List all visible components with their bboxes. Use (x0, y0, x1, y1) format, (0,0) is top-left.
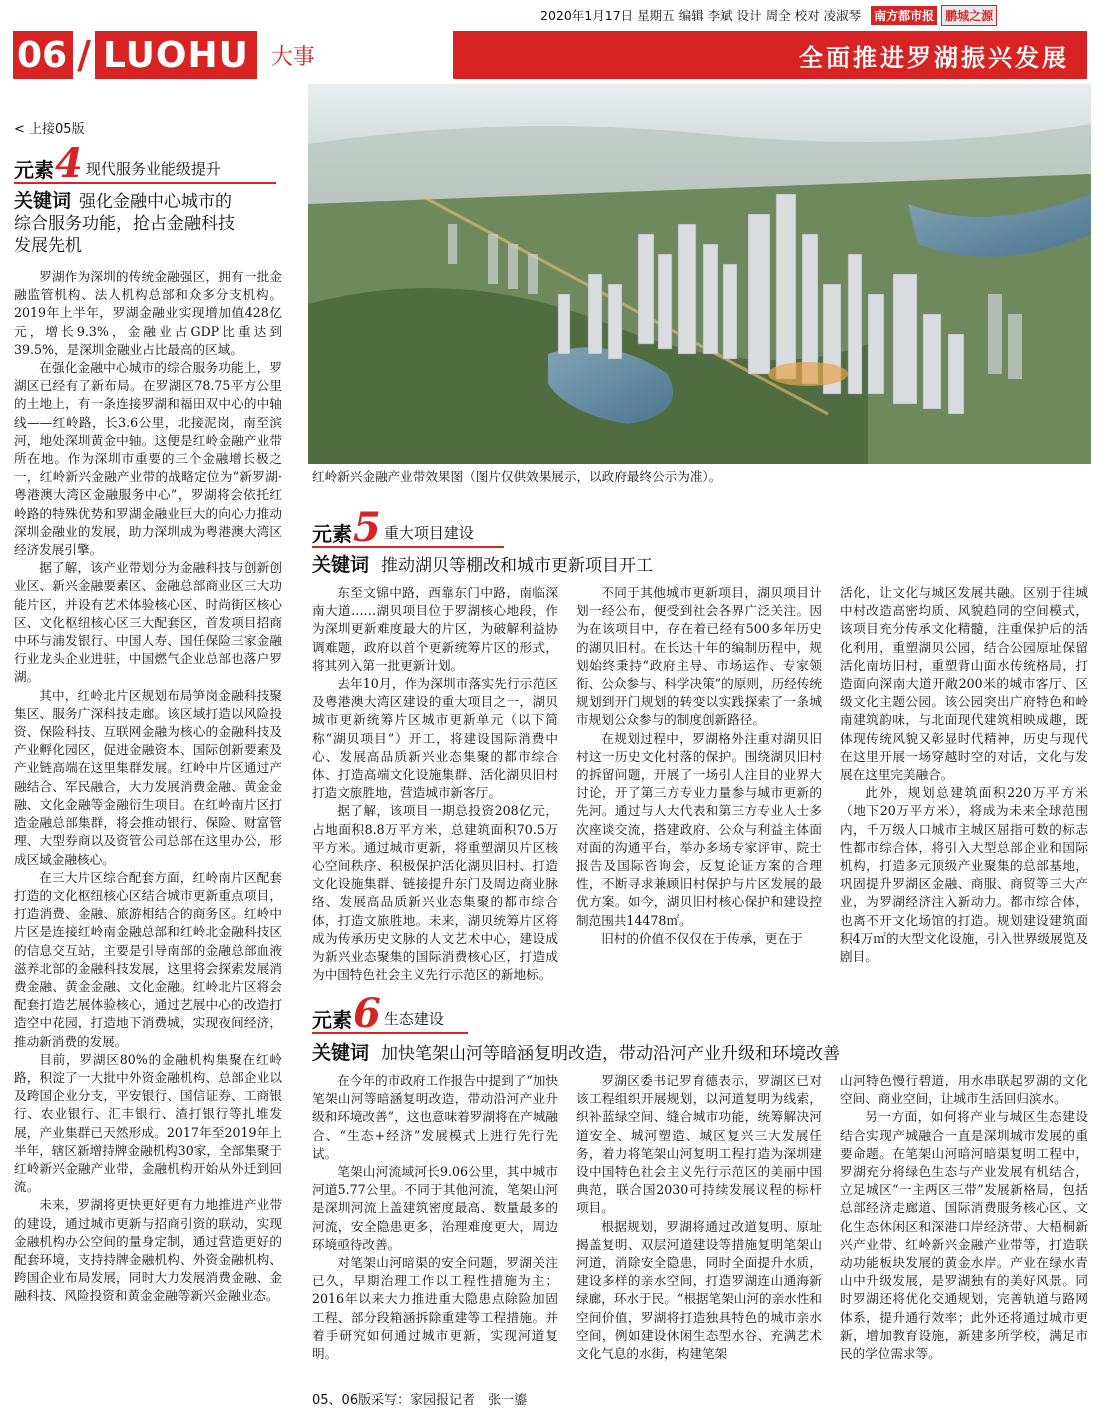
element-5-keyword (312, 550, 1092, 577)
staff-credits: 编辑 李斌 设计 周全 校对 凌淑琴 (678, 8, 862, 23)
paragraph: 笔架山河流域河长9.06公里，其中城市河道5.77公里。不同于其他河流，笔架山河是深圳河流上盖建筑密度最高、数量最多的河流，安全隐患更多，治理难度更大，周边环境亟待改善。 (312, 1164, 558, 1252)
section-name: LUOHU (95, 31, 257, 79)
keyword-label: 关键词 (312, 554, 370, 576)
paragraph: 去年10月，作为深圳市落实先行示范区及粤港澳大湾区建设的重大项目之一，湖贝城市更新统筹片区城市更新单元（以下简称“湖贝项目”）开工，将建设国际消费中心、发展高品质新兴业态集聚的都市综合体、打造高端文化设施集群、活化湖贝旧村打造文旅胜地，营造城市新客厅。 (312, 676, 558, 801)
page-headline: 全面推进罗湖振兴发展 (453, 31, 1087, 79)
element-5-header (312, 504, 504, 551)
keyword-text-3: 发展先机 (14, 236, 82, 256)
element-title: 现代服务业能级提升 (85, 160, 221, 178)
page-number: 06 (13, 31, 73, 79)
section-banner (13, 31, 1087, 79)
keyword-text: 加快笔架山河等暗涵复明改造，带动沿河产业升级和环境改善 (381, 1044, 841, 1064)
element-title: 生态建设 (383, 1010, 444, 1028)
element-number: 4 (55, 140, 83, 187)
paragraph: 据了解，该产业带划分为金融科技与创新创业区、新兴金融要素区、金融总部商业区三大功能片区，并设有艺术体验核心区、时尚街区核心区、文化枢纽核心区三大配套区，首发项目招商中环与浦发银行、中国人寿、国任保险三家金融行业龙头企业进驻，中国燃气企业总部也落户罗湖。 (14, 560, 282, 685)
banner-slash: / (77, 33, 91, 77)
section-kind: 大事 (270, 44, 315, 70)
paragraph: 罗湖作为深圳的传统金融强区，拥有一批金融监管机构、法人机构总部和众多分支机构。2019年上半年，罗湖金融业实现增加值428亿元，增长9.3%，金融业占GDP比重达到39.5%，是深圳金融业占比最高的区域。 (14, 269, 282, 357)
paragraph: 罗湖区委书记罗育德表示，罗湖区已对该工程组织开展规划，以河道复明为线索，织补蓝绿空间、缝合城市功能，统筹解决河道安全、城河塑造、城区复兴三大发展任务，着力将笔架山河复明工程打造为深圳建设中国特色社会主义先行示范区的美丽中国典范，联合国2030可持续发展议程的标杆项目。 (576, 1073, 822, 1216)
element-6-keyword (312, 1038, 1092, 1065)
paragraph: 在规划过程中，罗湖格外注重对湖贝旧村这一历史文化村落的保护。围绕湖贝旧村的拆留问题，开展了一场引人注目的业界大讨论，开了第三方专业力量参与城市更新的先河。通过与人大代表和第三方专业人士多次座谈交流，搭建政府、公众与利益主体面对面的沟通平台，举办多场专家评审、院士报告及国际咨询会，反复论证方案的合理性，不断寻求兼顾旧村保护与片区发展的最优方案。如今，湖贝旧村核心保护和建设控制范围共14478㎡。 (576, 730, 822, 928)
paragraph: 不同于其他城市更新项目，湖贝项目计划一经公布，便受到社会各界广泛关注。因为在该项目中，存在着已经有500多年历史的湖贝旧村。在长达十年的编制历程中，规划始终秉持“政府主导、市场运作、专家领衔、公众参与、科学决策”的原则，历经传统规划到开门规划的转变以实践探索了一条城市规划公众参与的制度创新路径。 (576, 585, 822, 728)
element-4-header (14, 140, 276, 187)
keyword-text-1: 强化金融中心城市的 (79, 192, 233, 212)
paragraph: 在三大片区综合配套方面，红岭南片区配套打造的文化枢纽核心区结合城市更新重点项目，打造消费、金融、旅游相结合的商务区。红岭中片区是连接红岭南金融总部和红岭北金融科技区的信息交互站，主要是引导南部的金融总部血液滋养北部的金融科技发展，这里将会探索发展消费金融、黄金金融、文化金融。红岭北片区将会配套打造艺展体验核心，通过艺展中心的改造打造空中花园，打造地下消费城，实现夜间经济，推动新消费的发展。 (14, 869, 282, 1049)
paragraph: 其中，红岭北片区规划布局笋岗金融科技聚集区、服务广深科技走廊。该区域打造以风险投资、保险科技、互联网金融为核心的金融科技及产业孵化园区，促进金融资本、国际创新要素及产业链高端在这里集群发展。红岭中片区通过产融结合、军民融合，大力发展消费金融、黄金金融、文化金融等金融衍生项目。在红岭南片区打造金融总部集群，将会推动银行、保险、财富管理、大型券商以及资管公司总部在这里办公，形成区域金融核心。 (14, 687, 282, 867)
paragraph: 在今年的市政府工作报告中提到了“加快笔架山河等暗涵复明改造，带动沿河产业升级和环境改善”，这也意味着罗湖将在产城融合、“生态+经济”发展模式上进行先行先试。 (312, 1073, 558, 1161)
paragraph: 活化，让文化与城区发展共融。区别于往城中村改造高密均质、风貌趋同的空间模式，该项目充分传承文化精髓，注重保护后的活化利用，重塑湖贝公园，结合公园原址保留活化南坊旧村，重塑背山面水传统格局，打造面向深南大道开敞200米的城市客厅、区级文化主题公园。该公园突出广府特色和岭南建筑韵味，与北面现代建筑相映成趣，既体现传统风貌又彰显时代精神，历史与现代在这里开展一场穿越时空的对话，文化与发展在这里完美融合。 (840, 585, 1088, 783)
city-rendering-image (308, 84, 1091, 464)
reporter-credit: 05、06版采写：家园报记者 张一鎏 (312, 1393, 528, 1408)
rendering-photo (308, 84, 1091, 464)
paragraph: 未来，罗湖将更快更好更有力地推进产业带的建设，通过城市更新与招商引资的联动，实现金融机构办公空间的量身定制，通过营造更好的配套环境，支持持牌金融机构、外资金融机构、跨国企业布局发展，同时大力发展消费金融、金融科技、风险投资和黄金金融等新兴金融业态。 (14, 1197, 282, 1304)
paper-tag-logo: 鹏城之源 (941, 5, 997, 26)
element-number: 5 (353, 504, 381, 551)
element-label: 元素 (14, 158, 54, 182)
element-5-body-col-2 (576, 584, 822, 948)
element-4-keyword (14, 190, 282, 257)
issue-weekday: 星期五 (637, 8, 675, 23)
keyword-label: 关键词 (14, 190, 72, 212)
paragraph: 目前，罗湖区80%的金融机构集聚在红岭路，积淀了一大批中外资金融机构、总部企业以及跨国企业分支，平安银行、国信证券、工商银行、农业银行、汇丰银行、渣打银行等扎堆发展，产业集群已天然形成。2017年至2019年上半年，辖区新增持牌金融机构30家，全部集聚于红岭新兴金融产业带，金融机构开始从外迁到回流。 (14, 1051, 282, 1195)
element-6-header (312, 990, 468, 1037)
element-5-body-col-1 (312, 584, 558, 984)
keyword-text: 推动湖贝等棚改和城市更新项目开工 (381, 556, 654, 576)
element-5-body-col-3 (840, 584, 1088, 966)
element-6-body-col-3 (840, 1072, 1088, 1363)
keyword-text-2: 综合服务功能，抢占金融科技 (14, 214, 235, 234)
paragraph: 此外，规划总建筑面积220万平方米（地下20万平方米），将成为未来全球范围内，千万级人口城市主城区屈指可数的标志性都市综合体，将引入大型总部企业和国际机构，打造多元顶级产业聚集的总部基地，巩固提升罗湖区金融、商服、商贸等三大产业，为罗湖经济注入新动力。都市综合体，也离不开文化场馆的打造。规划建设建筑面积4万㎡的大型文化设施，引入世界级展览及剧目。 (840, 785, 1088, 965)
keyword-label: 关键词 (312, 1042, 370, 1064)
photo-caption: 红岭新兴金融产业带效果图（图片仅供效果展示，以政府最终公示为准）。 (312, 469, 722, 484)
element-title: 重大项目建设 (383, 524, 474, 542)
paragraph: 根据规划，罗湖将通过改道复明、原址揭盖复明、双层河道建设等措施复明笔架山河道，消除安全隐患，同时全面提升水质，建设多样的亲水空间，打造罗湖连山通海新绿廊，环水于民。“根据笔架山河的亲水性和空间价值，罗湖将打造独具特色的城市亲水空间，例如建设休闲生态型水谷、充满艺术文化气息的水街，构建笔架 (576, 1218, 822, 1362)
paragraph: 旧村的价值不仅仅在于传承，更在于 (601, 930, 803, 946)
paragraph: 东至文锦中路，西靠东门中路，南临深南大道……湖贝项目位于罗湖核心地段，作为深圳更新难度最大的片区，为破解利益协调难题，政府以首个更新统筹片区的形式，将其列入第一批更新计划。 (312, 585, 558, 673)
paragraph: 另一方面，如何将产业与城区生态建设结合实现产城融合一直是深圳城市发展的重要命题。在笔架山河暗河暗渠复明工程中，罗湖充分将绿色生态与产业发展有机结合，立足城区“一主两区三带”发展新格局，包括总部经济走廊道、国际消费服务核心区、文化生态休闲区和深港口岸经济带、大梧桐新兴产业带、红岭新兴金融产业带等，打造联动功能板块发展的黄金水岸。产业在绿水青山中升级发展，是罗湖独有的美好风景。同时罗湖还将优化交通规划，完善轨道与路网体系，提升通行效率；此外还将通过城市更新，增加教育设施，新建多所学校，满足市民的学位需求等。 (840, 1109, 1088, 1362)
element-6-body-col-2 (576, 1072, 822, 1363)
paragraph: 据了解，该项目一期总投资208亿元，占地面积8.8万平方米，总建筑面积70.5万平方米。通过城市更新，将重塑湖贝片区核心空间秩序、积极保护活化湖贝旧村、打造文化设施集群、链接提升东门及周边商业脉络、发展高品质新兴业态集聚的都市综合体，打造文旅胜地。未来，湖贝统筹片区将成为传承历史文脉的人文艺术中心，建设成为新兴业态聚集的国际消费核心区，打造成为中国特色社会主义先行示范区的新地标。 (312, 803, 558, 983)
continued-from-link[interactable]: < 上接05版 (14, 122, 85, 137)
paragraph: 山河特色慢行碧道，用水串联起罗湖的文化空间、商业空间，让城市生活回归滨水。 (840, 1073, 1088, 1107)
issue-date: 2020年1月17日 (540, 8, 634, 23)
masthead-meta (540, 4, 1095, 26)
element-4-body (14, 268, 282, 1306)
element-label: 元素 (312, 1008, 352, 1032)
element-label: 元素 (312, 522, 352, 546)
element-6-body-col-1 (312, 1072, 558, 1363)
paper-logo: 南方都市报 (871, 6, 937, 25)
paragraph: 对笔架山河暗渠的安全问题，罗湖关注已久，早期治理工作以工程性措施为主；2016年以来大力推进重大隐患点除险加固工程、部分段箱涵拆除重建等工程措施。并着手研究如何通过城市更新，实现河道复明。 (312, 1255, 558, 1362)
element-number: 6 (353, 990, 381, 1037)
paragraph: 在强化金融中心城市的综合服务功能上，罗湖区已经有了新布局。在罗湖区78.75平方公里的土地上，有一条连接罗湖和福田双中心的中轴线——红岭路，长3.6公里，北接泥岗，南至滨河，地处深圳黄金中轴。这便是红岭金融产业带所在地。作为深圳市重要的三个金融增长极之一，红岭新兴金融产业带的战略定位为“新罗湖·粤港澳大湾区金融服务中心”，罗湖将会依托红岭路的特殊优势和罗湖金融业巨大的向心力推动深圳金融业的发展，助力深圳成为粤港澳大湾区经济发展引擎。 (14, 360, 282, 558)
